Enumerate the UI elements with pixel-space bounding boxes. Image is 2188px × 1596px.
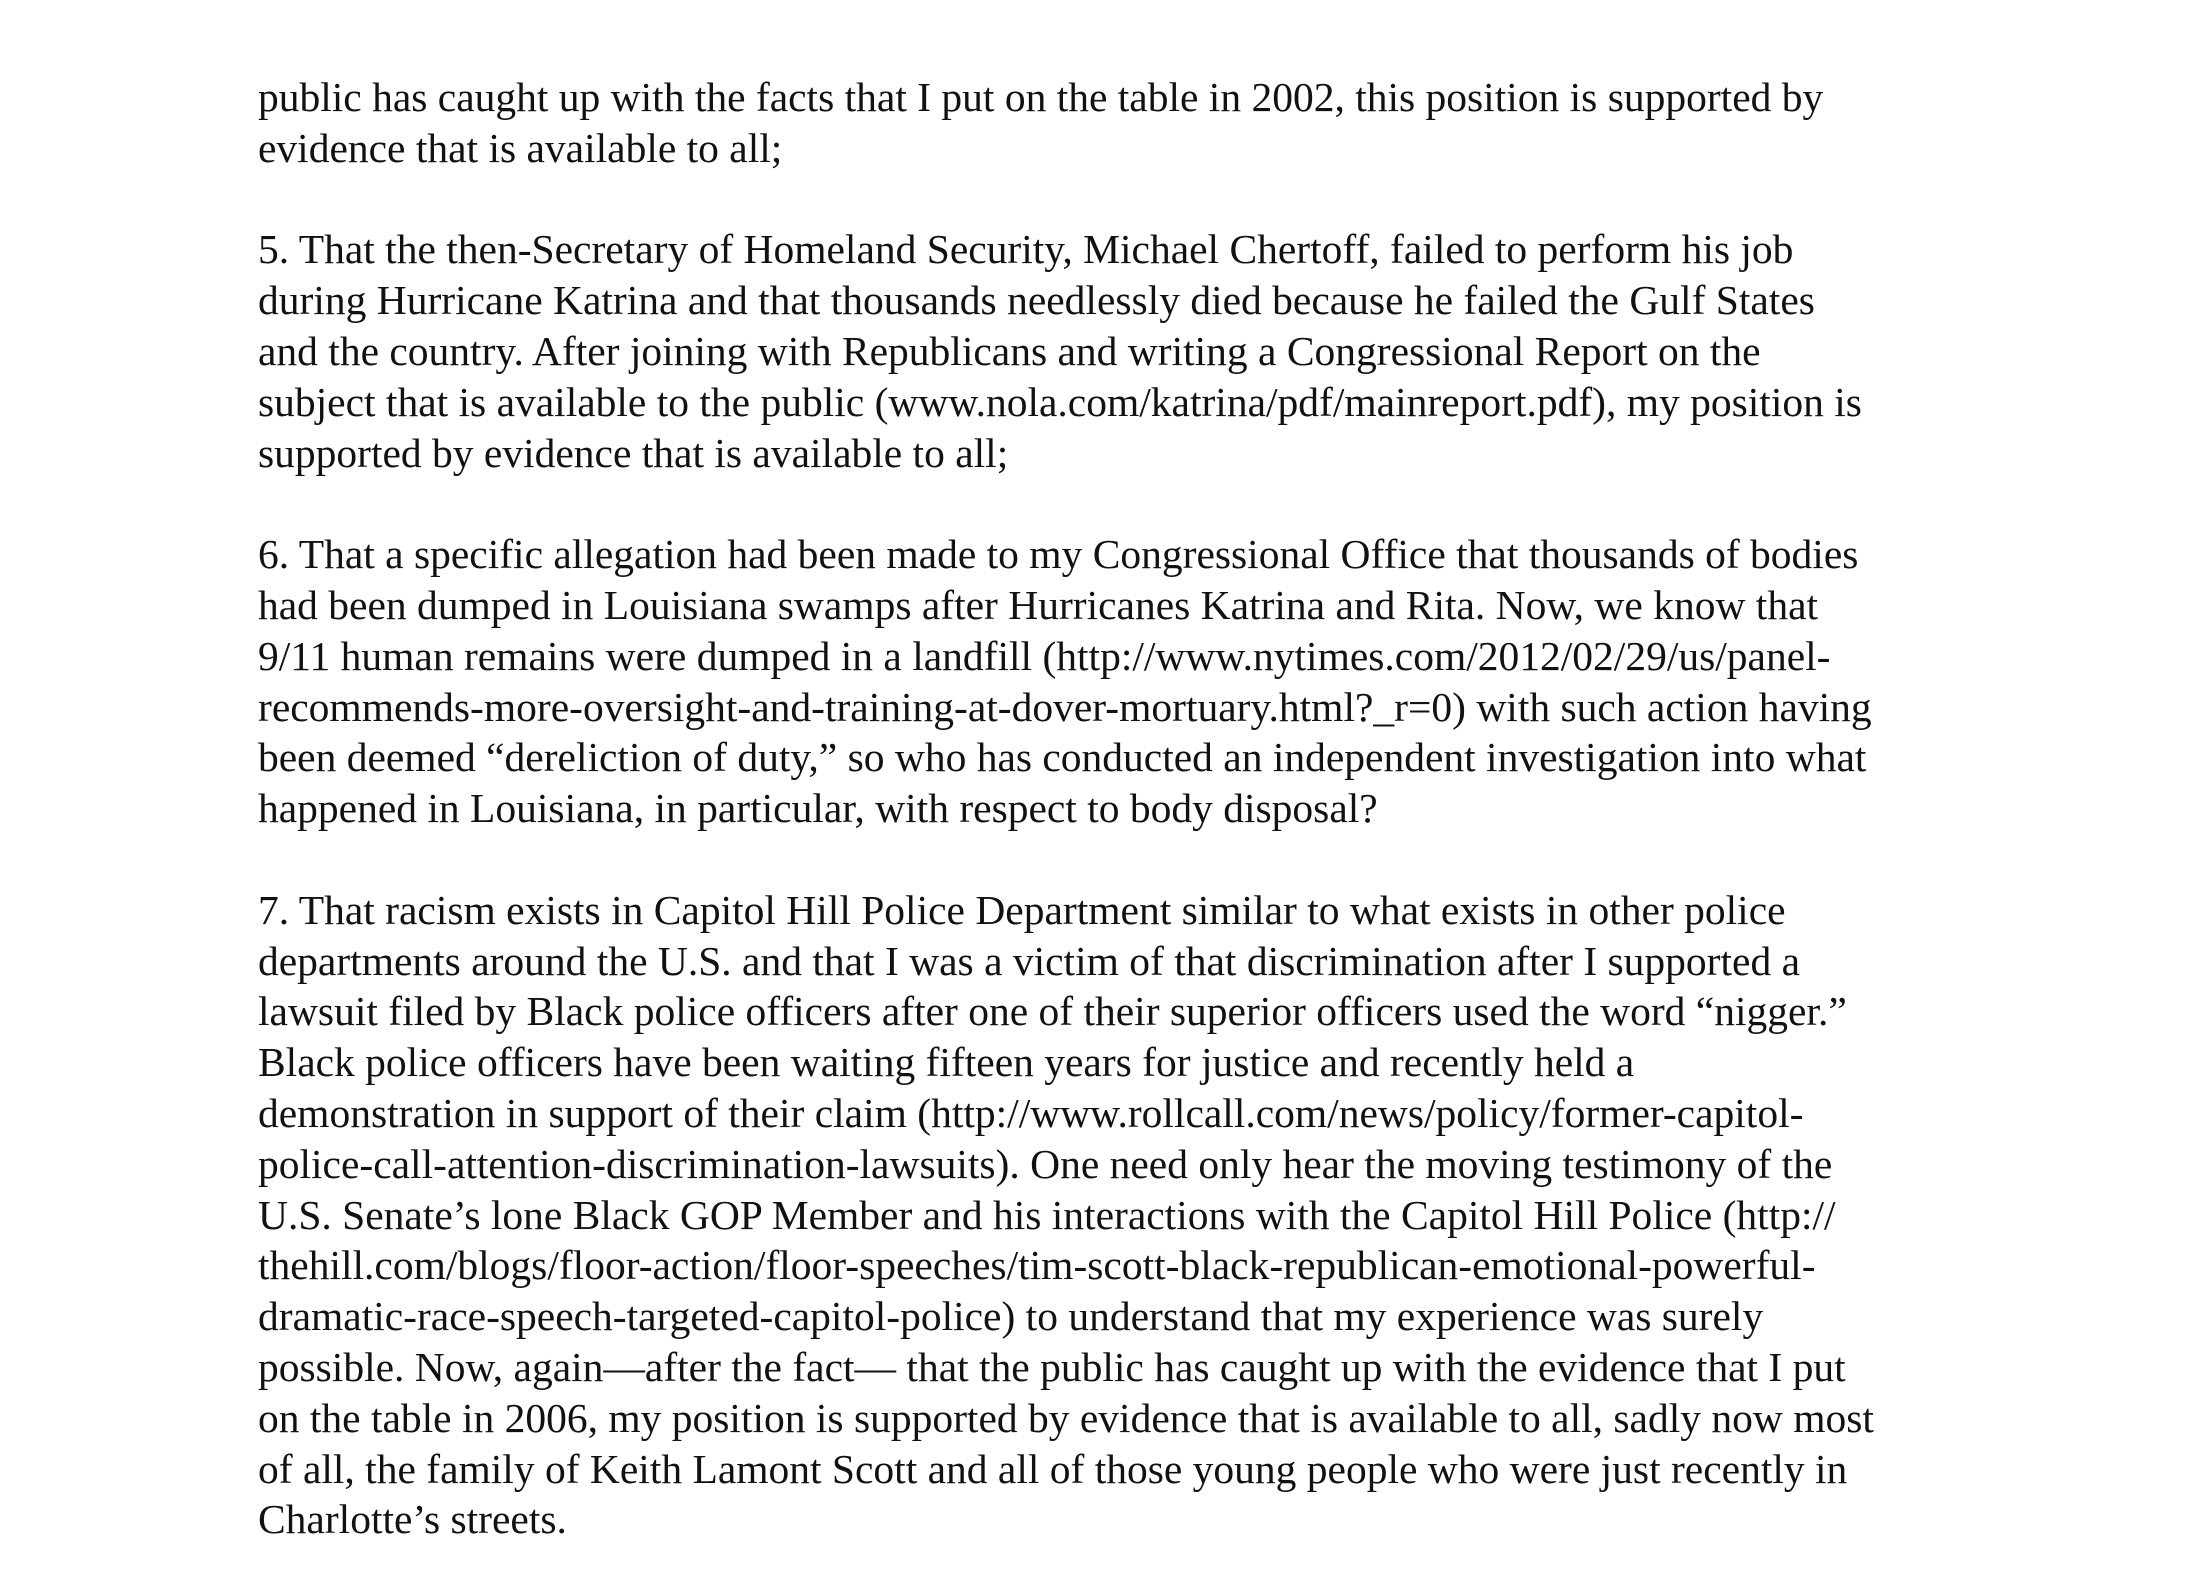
text-line: happened in Louisiana, in particular, with respect to body disposal? — [258, 785, 1378, 832]
text-line: public has caught up with the facts that I put on the table in 2002, this position is supported by — [258, 74, 1824, 120]
text-line: during Hurricane Katrina and that thousands needlessly died because he failed the Gulf States — [258, 277, 1815, 324]
text-line: subject that is available to the public (www.nola.com/katrina/pdf/mainreport.pdf), my position is — [258, 378, 1862, 425]
text-line: departments around the U.S. and that I was a victim of that discrimination after I supported a — [258, 937, 1800, 984]
text-line: 5. That the then-Secretary of Homeland Security, Michael Chertoff, failed to perform his job — [258, 226, 1794, 273]
document-page — [258, 72, 1978, 1596]
text-line: Charlotte’s streets. — [258, 1496, 567, 1543]
text-line: 6. That a specific allegation had been made to my Congressional Office that thousands of bodies — [258, 531, 1859, 578]
text-line: thehill.com/blogs/floor-action/floor-speeches/tim-scott-black-republican-emotional-powerful- — [258, 1242, 1816, 1289]
text-line: and the country. After joining with Republicans and writing a Congressional Report on the — [258, 327, 1761, 374]
text-line: lawsuit filed by Black police officers after one of their superior officers used the word “nigger.” — [258, 988, 1847, 1035]
text-line: of all, the family of Keith Lamont Scott and all of those young people who were just recently in — [258, 1445, 1848, 1492]
text-line: dramatic-race-speech-targeted-capitol-police) to understand that my experience was surely — [258, 1293, 1764, 1340]
text-line: U.S. Senate’s lone Black GOP Member and his interactions with the Capitol Hill Police (http:// — [258, 1191, 1836, 1238]
paragraph-continuation — [258, 72, 1978, 174]
paragraph-item-6 — [258, 529, 1978, 834]
text-line: demonstration in support of their claim (http://www.rollcall.com/news/policy/former-capitol- — [258, 1089, 1804, 1136]
text-line: been deemed “dereliction of duty,” so who has conducted an independent investigation into what — [258, 734, 1867, 781]
text-line: police-call-attention-discrimination-lawsuits). One need only hear the moving testimony of the — [258, 1140, 1833, 1187]
text-line: on the table in 2006, my position is supported by evidence that is available to all, sadly now most — [258, 1394, 1874, 1441]
text-line: had been dumped in Louisiana swamps after Hurricanes Katrina and Rita. Now, we know that — [258, 581, 1819, 628]
text-line: supported by evidence that is available to all; — [258, 429, 1009, 476]
text-line: Black police officers have been waiting fifteen years for justice and recently held a — [258, 1039, 1635, 1086]
text-line: recommends-more-oversight-and-training-at-dover-mortuary.html?_r=0) with such action having — [258, 683, 1872, 730]
text-line: evidence that is available to all; — [258, 124, 783, 171]
paragraph-item-7 — [258, 885, 1978, 1545]
paragraph-item-5 — [258, 224, 1978, 478]
text-line: 9/11 human remains were dumped in a landfill (http://www.nytimes.com/2012/02/29/us/panel- — [258, 632, 1831, 679]
text-line: possible. Now, again—after the fact— that the public has caught up with the evidence that I put — [258, 1343, 1846, 1390]
text-line: 7. That racism exists in Capitol Hill Police Department similar to what exists in other police — [258, 886, 1786, 933]
